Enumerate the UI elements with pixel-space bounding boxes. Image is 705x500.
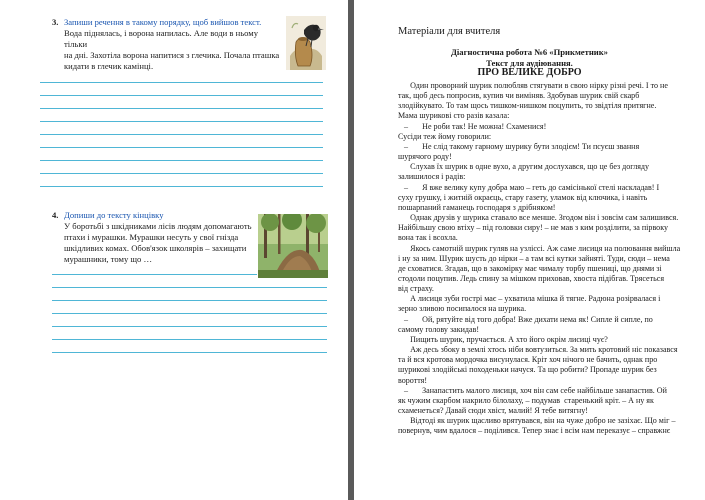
task-3 (52, 17, 282, 72)
story-line: залишилося і радів: (398, 172, 466, 182)
task-3-text-line: на дні. Захотіла ворона напитися з глечика. Почала пташка (64, 50, 280, 60)
document-title (354, 47, 705, 79)
task-3-number: 3. (52, 17, 59, 27)
task-3-text-line: Вода піднялась, і ворона напилась. Але води в ньому тільки (64, 28, 258, 49)
story-line: пошарпаний гаманець господаря з дрібняком! (398, 202, 556, 212)
task-3-text-line: кидати в глечик камінці. (64, 61, 154, 71)
story-line: – Ой, рятуйте від того добра! Вже дихати нема як! Сипле й сипле, по (398, 314, 653, 324)
task-4-title: Допиши до тексту кінцівку (64, 210, 164, 220)
forest-anthill-image (258, 214, 328, 278)
teacher-materials-header: Матеріали для вчителя (398, 26, 501, 37)
story-line: де сховатися. Згадав, що в закомірку має чималу торбу пшениці, що днями зі (398, 263, 662, 273)
story-line: самому голову закидав! (398, 324, 480, 334)
story-line: А лисиця зуби гострі має – ухватила мішка й тягне. Радюна розірвалася і (398, 294, 661, 304)
task-4-text-line: мурашники, тому що … (64, 254, 153, 264)
story-line: Мама шурикові сто разів казала: (398, 111, 510, 121)
task-4-text-line: птахи і мурашки. Мурашки несуть у свої гнізда (64, 232, 239, 242)
story-line: схаменеться? Давай сюди хвіст, малий! Я тебе витягну! (398, 406, 588, 415)
task-4-text-line: шкідливих комах. Обов'язок школярів – захищати (64, 243, 247, 253)
story-line: злодійкувато. То там щось тишком-нишком поцупить, то звідтіля притягне. (398, 101, 657, 111)
story-line: Відтоді як шурик щасливо врятувався, він на чуже добро не зазіхає. Що міг – (398, 416, 676, 426)
story-line: Сусіди теж йому говорили: (398, 131, 492, 141)
task-4-answer-lines (52, 274, 327, 364)
story-line: – Я вже велику купу добра маю – геть до самісінької стелі наскладав! І (398, 182, 660, 192)
story-line: шурячого роду! (398, 152, 452, 162)
story-line: так, щоб десь попросив, купив чи виміняв. Здобував шурик свій скарб (398, 91, 640, 101)
story-line: Однак друзів у шурика ставало все менше. Згодом він і зовсім сам залишився. (398, 213, 679, 223)
title-line: Текст для аудіювання. (486, 57, 573, 68)
story-line: від страху. (398, 284, 434, 294)
story-line: – Не слід такому гарному шурику бути злодієм! Ти псуєш звання (398, 141, 640, 151)
story-line: повернув, чим вдалося – поділився. Тепер знає і всім нам переказує – справжнє (398, 426, 671, 436)
story-line: Один проворний шурик полюбляв стягувати в свою нірку різні речі. І то не (398, 81, 668, 90)
story-line: Якось самотній шурик гуляв на узліссі. Аж саме лисиця на полювання вийшла (398, 243, 681, 253)
left-page (0, 0, 348, 500)
right-page (354, 0, 705, 500)
story-line: Пищить шурик, пручається. А хто його окрім лисиці чує? (398, 334, 608, 344)
story-line: та й вся кротова мордочка висунулася. Кріт хоч нічого не бачить, однак про (398, 355, 658, 365)
title-line: Діагностична робота №6 «Прикметник» (451, 47, 608, 57)
story-line: зерно зливою посипалося на шурика. (398, 304, 527, 314)
story-line: – Занапастить малого лисиця, хоч він сам себе найбільше занапастив. Ой (398, 385, 667, 395)
story-title: ПРО ВЕЛИКЕ ДОБРО (477, 67, 582, 78)
story-line: Найбільшу свою втіху – під головки сиру! – не мав з ким розділити, за пірвоку (398, 223, 669, 233)
story-line: як чужим скарбом накрило білолаху, – подумав старенький кріт. – А ну як (398, 395, 654, 405)
task-4-text-line: У боротьбі з шкідниками лісів людям допомагають (64, 221, 252, 231)
story-line: – Не роби так! Не можна! Схаменися! (398, 121, 547, 131)
task-3-title: Запиши речення в такому порядку, щоб вийшов текст. (64, 17, 262, 27)
story-line: Слухав їх шурик в одне вухо, а другим дослухався, що це без догляду (398, 162, 650, 172)
story-line: і ну за ним. Шурик шусть до нірки – а там всі кутки зайняті. Туди, сюди – нема (398, 253, 670, 263)
story-text (398, 81, 690, 436)
story-line: суху грушку, і житній окраєць, стару газету, уламок від ключика, і навіть (398, 192, 648, 202)
story-line: вона так і всохла. (398, 233, 458, 243)
task-4-number: 4. (52, 210, 59, 220)
story-line: вороття! (398, 375, 428, 385)
task-4 (52, 210, 267, 265)
story-line: шурикові злодійські походеньки начуся. Та що робити? Пропаде шурик без (398, 365, 657, 375)
crow-and-jug-image (286, 16, 326, 70)
task-3-answer-lines (40, 82, 323, 192)
story-line: Аж десь збоку в землі хтось ніби вовтузиться. За мить кротовий ніс показався (398, 345, 678, 355)
story-line: стодоли поцупив. Ледь спину за мішком приховав, хвоста підібгав. Трясеться (398, 273, 665, 283)
